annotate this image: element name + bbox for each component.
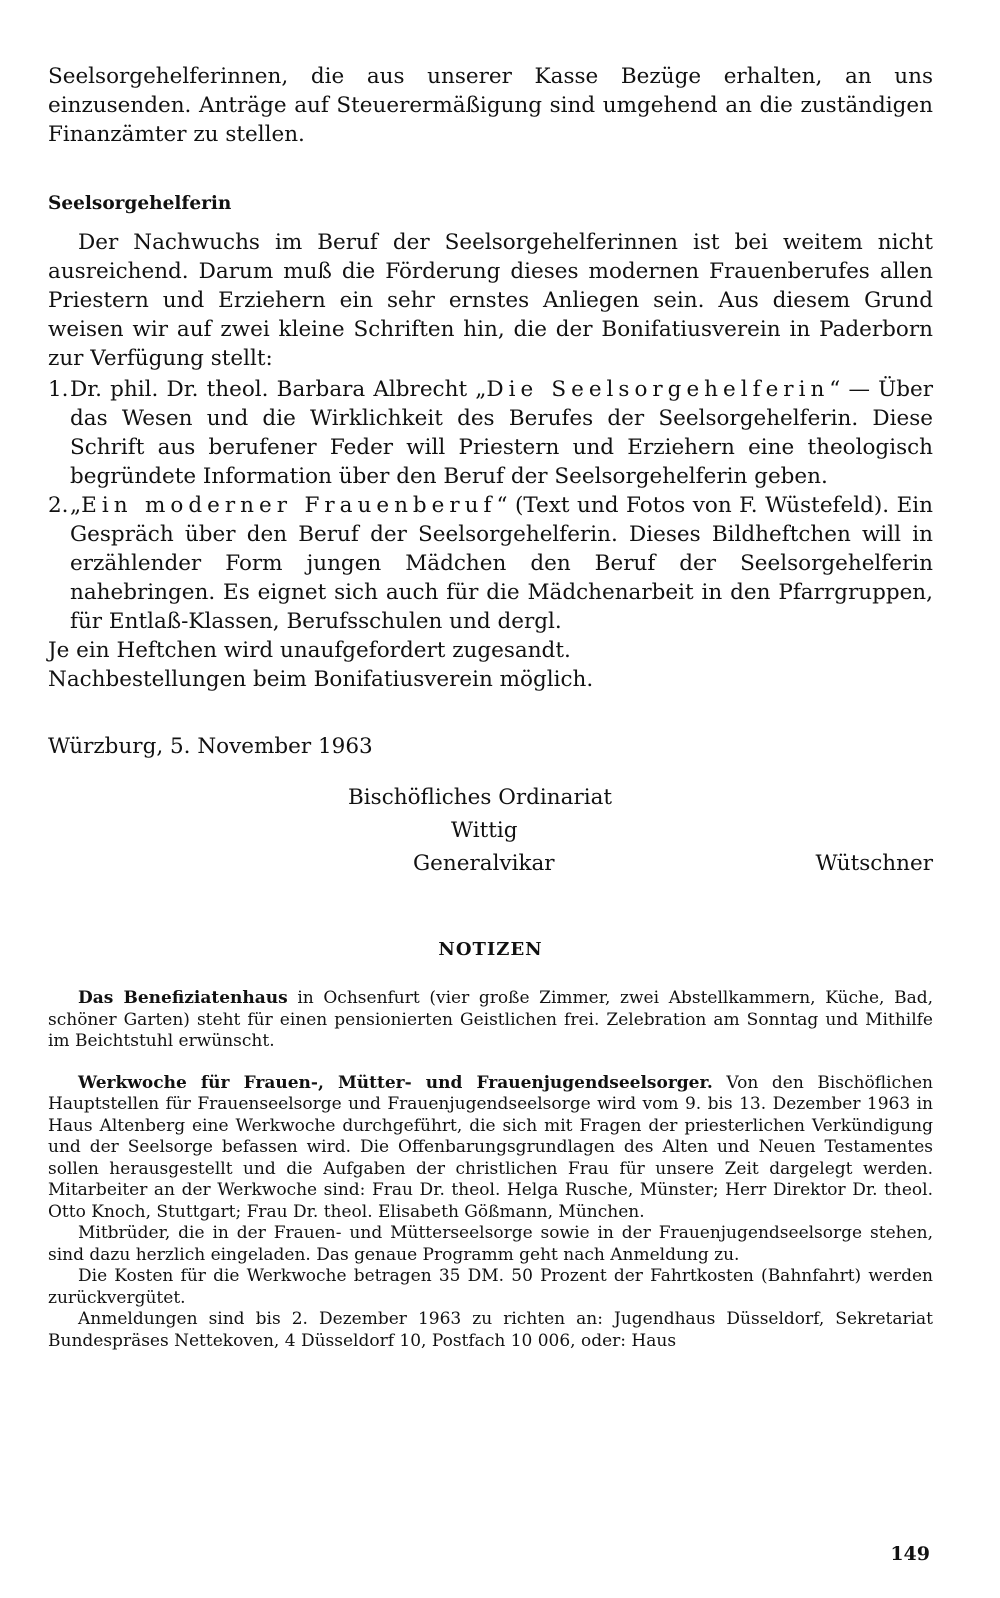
page-number: 149 xyxy=(890,1543,930,1565)
list-number: 2. xyxy=(48,493,69,518)
list-item xyxy=(48,491,933,636)
note-paragraph xyxy=(48,1073,933,1224)
note-lead: Werkwoche für Frauen-, Mütter- und Frauenjugendseelsorger. xyxy=(78,1072,713,1093)
notes-heading: NOTIZEN xyxy=(438,939,543,960)
signature-block xyxy=(48,781,933,897)
list-suffix: “ (Text und Fotos von F. Wüstefeld). Ein Gespräch über den Beruf der Seelsorgehelferin. Dieses Bildheftchen will in erzählender Form jungen Mädchen den Beruf der Seelsorgehelferin nahebringen. Es eignet sich auch für die Mädchenarbeit in den Pfarrgruppen, für Entlaß-Klassen, Berufsschulen und dergl. xyxy=(70,493,933,634)
note-text: Von den Bischöflichen Hauptstellen für Frauenseelsorge und Frauenjugendseelsorge wird vom 9. bis 13. Dezember 1963 in Haus Altenberg eine Werkwoche durchgeführt, die sich mit Fragen der priesterlichen Verkündigung und der Seelsorge befassen wird. Die Offenbarungsgrundlagen des Alten und Neuen Testamentes sollen herausgestellt und die Aufgaben der christlichen Frau für unsere Zeit dargelegt werden. Mitarbeiter an der Werkwoche sind: Frau Dr. theol. Helga Rusche, Münster; Herr Direktor Dr. theol. Otto Knoch, Stuttgart; Frau Dr. theol. Elisabeth Gößmann, München. xyxy=(48,1072,933,1222)
section-heading: Seelsorgehelferin xyxy=(48,193,232,214)
closing-line: Nachbestellungen beim Bonifatiusverein möglich. xyxy=(48,667,594,692)
list-prefix: Dr. phil. Dr. theol. Barbara Albrecht „ xyxy=(70,377,487,402)
list-text xyxy=(70,491,933,636)
signature-title: Generalvikar xyxy=(413,851,555,876)
publication-list xyxy=(48,375,933,636)
signature-name: Wittig xyxy=(451,818,518,843)
note-text: in Ochsenfurt (vier große Zimmer, zwei Abstellkammern, Küche, Bad, schöner Garten) steht für einen pensionierten Geistlichen frei. Zelebration am Sonntag und Mithilfe im Beichtstuhl erwünscht. xyxy=(48,988,933,1051)
note-paragraph: Die Kosten für die Werkwoche betragen 35 DM. 50 Prozent der Fahrtkosten (Bahnfahrt) werden zurückvergütet. xyxy=(48,1266,933,1308)
date-line: Würzburg, 5. November 1963 xyxy=(48,734,373,759)
note-paragraph: Mitbrüder, die in der Frauen- und Mütterseelsorge sowie in der Frauenjugendseelsorge stehen, sind dazu herzlich eingeladen. Das genaue Programm geht nach Anmeldung zu. xyxy=(48,1223,933,1265)
note-paragraph: Anmeldungen sind bis 2. Dezember 1963 zu richten an: Jugendhaus Düsseldorf, Sekretariat Bundespräses Nettekoven, 4 Düsseldorf 10, Postfach 10 006, oder: Haus xyxy=(48,1309,933,1351)
intro-paragraph: Seelsorgehelferinnen, die aus unserer Kasse Bezüge erhalten, an uns einzusenden. Anträge auf Steuerermäßigung sind umgehend an die zuständigen Finanzämter zu stellen. xyxy=(48,64,933,147)
publication-title: Die Seelsorgehelferin xyxy=(486,377,830,402)
list-text xyxy=(70,375,933,491)
closing-line: Je ein Heftchen wird unaufgefordert zugesandt. xyxy=(48,638,571,663)
note-lead: Das Benefiziatenhaus xyxy=(78,988,288,1008)
signature-office: Bischöfliches Ordinariat xyxy=(348,785,613,810)
list-suffix: “ — Über das Wesen und die Wirklichkeit des Berufes der Seelsorgehelferin. Diese Schrift aus berufener Feder will Priestern und Erziehern eine theologisch begründete Information über den Beruf der Seelsorgehelferin geben. xyxy=(70,377,933,489)
list-prefix: „ xyxy=(70,493,82,518)
section-paragraph: Der Nachwuchs im Beruf der Seelsorgehelferinnen ist bei weitem nicht ausreichend. Darum muß die Förderung dieses modernen Frauenberufes allen Priestern und Erziehern ein sehr ernstes Anliegen sein. Aus diesem Grund weisen wir auf zwei kleine Schriften hin, die der Bonifatiusverein in Paderborn zur Verfügung stellt: xyxy=(48,230,933,371)
publication-title: Ein moderner Frauenberuf xyxy=(81,493,497,518)
signature-cosigner: Wütschner xyxy=(815,851,933,876)
document-page xyxy=(48,62,933,1352)
note-paragraph xyxy=(48,988,933,1053)
list-item xyxy=(48,375,933,491)
list-number: 1. xyxy=(48,377,69,402)
